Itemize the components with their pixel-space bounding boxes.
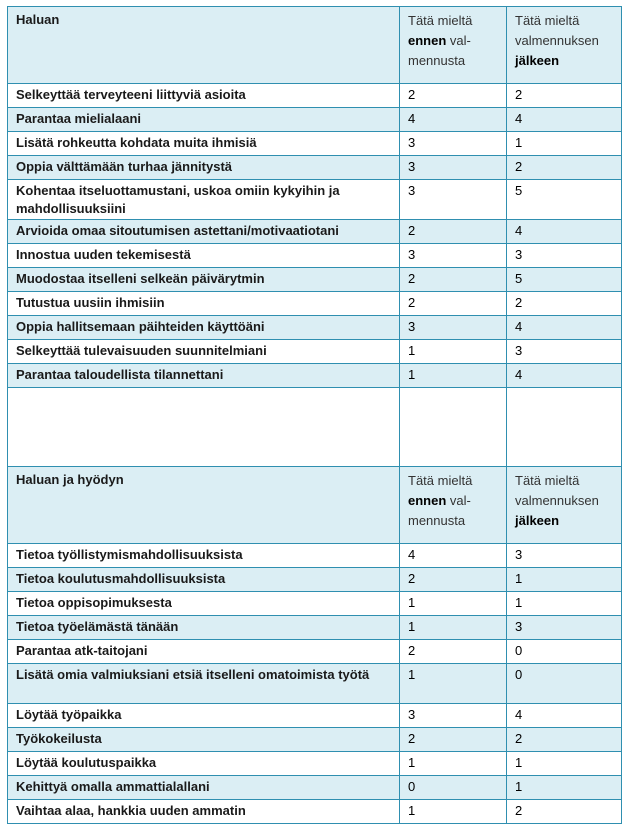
value-after: 1 <box>507 132 622 156</box>
value-after: 2 <box>507 156 622 180</box>
row-label: Tietoa oppisopimuksesta <box>8 592 400 616</box>
value-after: 4 <box>507 108 622 132</box>
value-before: 4 <box>400 544 507 568</box>
value-before: 2 <box>400 568 507 592</box>
table-row <box>8 244 622 268</box>
value-after: 2 <box>507 292 622 316</box>
value-after: 1 <box>507 568 622 592</box>
value-after: 0 <box>507 640 622 664</box>
row-label: Työkokeilusta <box>8 728 400 752</box>
value-before: 2 <box>400 292 507 316</box>
value-before: 3 <box>400 316 507 340</box>
value-before: 3 <box>400 244 507 268</box>
value-before: 3 <box>400 132 507 156</box>
table-row <box>8 220 622 244</box>
column-header-after <box>507 7 622 84</box>
table-row <box>8 640 622 664</box>
value-after: 3 <box>507 616 622 640</box>
value-after: 2 <box>507 728 622 752</box>
value-before: 1 <box>400 800 507 824</box>
column-header-before <box>400 467 507 544</box>
value-after: 3 <box>507 244 622 268</box>
value-after: 4 <box>507 704 622 728</box>
table1-header-row <box>8 7 622 84</box>
spacer-row <box>8 388 622 467</box>
value-before: 1 <box>400 752 507 776</box>
table-row <box>8 180 622 220</box>
value-after: 1 <box>507 776 622 800</box>
row-label: Lisätä rohkeutta kohdata muita ihmisiä <box>8 132 400 156</box>
table2-header-row <box>8 467 622 544</box>
value-after: 2 <box>507 84 622 108</box>
header-note-bold: jälkeen <box>515 53 560 68</box>
value-after: 4 <box>507 220 622 244</box>
column-header-topic: Haluan ja hyödyn <box>8 467 400 544</box>
value-before: 2 <box>400 220 507 244</box>
table-row <box>8 776 622 800</box>
table-row <box>8 544 622 568</box>
value-after: 1 <box>507 592 622 616</box>
header-note-bold: ennen <box>408 493 447 508</box>
value-after: 5 <box>507 180 622 220</box>
row-label: Parantaa mielialaani <box>8 108 400 132</box>
value-before: 1 <box>400 664 507 704</box>
value-after: 3 <box>507 544 622 568</box>
value-after: 3 <box>507 340 622 364</box>
header-note-bold: jälkeen <box>515 513 560 528</box>
table-row <box>8 292 622 316</box>
row-label: Vaihtaa alaa, hankkia uuden ammatin <box>8 800 400 824</box>
table-row <box>8 752 622 776</box>
value-before: 2 <box>400 268 507 292</box>
value-after: 4 <box>507 316 622 340</box>
value-before: 2 <box>400 728 507 752</box>
table-row <box>8 664 622 704</box>
row-label: Oppia välttämään turhaa jännitystä <box>8 156 400 180</box>
table-row <box>8 340 622 364</box>
value-before: 1 <box>400 592 507 616</box>
value-after: 4 <box>507 364 622 388</box>
value-before: 3 <box>400 180 507 220</box>
table-row <box>8 364 622 388</box>
value-before: 2 <box>400 84 507 108</box>
row-label: Tietoa työelämästä tänään <box>8 616 400 640</box>
row-label: Oppia hallitsemaan päihteiden käyttöäni <box>8 316 400 340</box>
row-label: Tutustua uusiin ihmisiin <box>8 292 400 316</box>
row-label: Kehittyä omalla ammattialallani <box>8 776 400 800</box>
row-label: Löytää koulutuspaikka <box>8 752 400 776</box>
value-before: 4 <box>400 108 507 132</box>
value-before: 3 <box>400 704 507 728</box>
table-row <box>8 704 622 728</box>
table-row <box>8 592 622 616</box>
survey-table <box>7 6 622 824</box>
table-row <box>8 568 622 592</box>
value-before: 1 <box>400 340 507 364</box>
table-row <box>8 316 622 340</box>
row-label: Löytää työpaikka <box>8 704 400 728</box>
header-note-bold: ennen <box>408 33 447 48</box>
row-label: Parantaa atk-taitojani <box>8 640 400 664</box>
header-note-pre: Tätä mieltä <box>408 473 473 488</box>
table-row <box>8 84 622 108</box>
table-row <box>8 156 622 180</box>
header-note-pre: Tätä mieltä valmennuksen <box>515 473 599 508</box>
survey-table-body <box>8 7 622 824</box>
column-header-after <box>507 467 622 544</box>
value-after: 1 <box>507 752 622 776</box>
empty-cell <box>8 388 400 467</box>
row-label: Tietoa koulutusmahdollisuuksista <box>8 568 400 592</box>
survey-table-container <box>7 6 622 824</box>
row-label: Selkeyttää tulevaisuuden suunnitelmiani <box>8 340 400 364</box>
value-after: 2 <box>507 800 622 824</box>
row-label: Selkeyttää terveyteeni liittyviä asioita <box>8 84 400 108</box>
value-before: 1 <box>400 364 507 388</box>
table-row <box>8 728 622 752</box>
empty-cell <box>400 388 507 467</box>
table-row <box>8 800 622 824</box>
row-label: Kohentaa itseluottamustani, uskoa omiin kykyihin ja mahdollisuuksiini <box>8 180 400 220</box>
value-after: 0 <box>507 664 622 704</box>
table-row <box>8 616 622 640</box>
header-note-post: val-mennusta <box>408 493 471 528</box>
row-label: Innostua uuden tekemisestä <box>8 244 400 268</box>
header-note-post: val-mennusta <box>408 33 471 68</box>
row-label: Tietoa työllistymismahdollisuuksista <box>8 544 400 568</box>
row-label: Lisätä omia valmiuksiani etsiä itselleni omatoimista työtä <box>8 664 400 704</box>
header-note-pre: Tätä mieltä <box>408 13 473 28</box>
row-label: Parantaa taloudellista tilannettani <box>8 364 400 388</box>
table-row <box>8 108 622 132</box>
empty-cell <box>507 388 622 467</box>
row-label: Arvioida omaa sitoutumisen astettani/motivaatiotani <box>8 220 400 244</box>
row-label: Muodostaa itselleni selkeän päivärytmin <box>8 268 400 292</box>
table-row <box>8 132 622 156</box>
table-row <box>8 268 622 292</box>
value-before: 2 <box>400 640 507 664</box>
value-after: 5 <box>507 268 622 292</box>
value-before: 1 <box>400 616 507 640</box>
column-header-before <box>400 7 507 84</box>
column-header-topic: Haluan <box>8 7 400 84</box>
value-before: 3 <box>400 156 507 180</box>
header-note-pre: Tätä mieltä valmennuksen <box>515 13 599 48</box>
value-before: 0 <box>400 776 507 800</box>
